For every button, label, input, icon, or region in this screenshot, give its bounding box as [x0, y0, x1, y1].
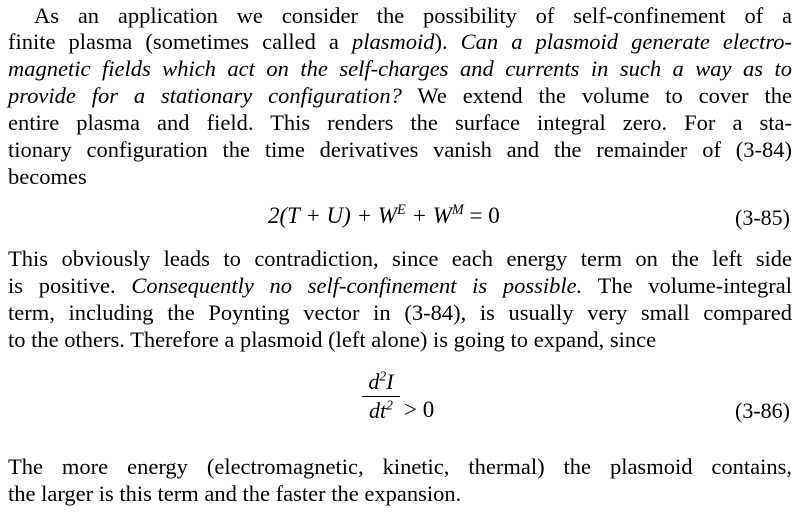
text-span: The more energy (electromagnetic, kinetic, thermal) the plasmoid contains,: [8, 454, 792, 479]
paragraph-1-line-1: [34, 3, 792, 29]
equation-3-86-relation: > 0: [404, 397, 435, 422]
text-span: We extend the volume to cover the: [401, 83, 792, 108]
italic-question: Can a plasmoid generate electro-: [460, 29, 793, 54]
paragraph-2-line-3: [8, 300, 792, 326]
paragraph-2-line-4: [8, 327, 792, 353]
equation-3-85: [268, 203, 500, 229]
text-span: to the others. Therefore a plasmoid (left alone) is going to expand, since: [8, 327, 657, 352]
fraction-bar: [362, 396, 400, 397]
italic-term: plasmoid: [351, 29, 435, 54]
text-span: entire plasma and field. This renders the surface integral zero. For a sta-: [8, 110, 792, 135]
text-span: ).: [434, 29, 461, 54]
paragraph-3-line-2: [8, 481, 792, 507]
denominator-exponent: 2: [386, 397, 393, 413]
text-span: term, including the Poynting vector in (3-84), is usually very small compared: [8, 300, 792, 325]
paragraph-2-line-1: [8, 246, 792, 272]
text-span: The volume-integral: [582, 273, 792, 298]
superscript-e: E: [397, 202, 406, 219]
paragraph-1-line-6: [8, 137, 792, 163]
paragraph-3-line-1: [8, 454, 792, 480]
numerator-variable: I: [386, 369, 394, 394]
paragraph-1-line-4: [8, 83, 792, 109]
italic-question: magnetic fields which act on the self-charges and currents in such a way as to: [8, 56, 792, 81]
text-span: becomes: [8, 164, 87, 189]
text-span: tionary configuration the time derivatives vanish and the remainder of (3-84): [8, 137, 792, 162]
paragraph-2-line-2: [8, 273, 792, 299]
text-span: As an application we consider the possibility of self-confinement of a: [34, 3, 792, 28]
equation-rhs: = 0: [463, 203, 500, 228]
equation-term: + W: [405, 203, 452, 228]
text-span: finite plasma (sometimes called a: [8, 29, 352, 54]
equation-3-86-fraction: [362, 370, 400, 423]
text-span: is positive.: [8, 273, 132, 298]
numerator-exponent: 2: [379, 368, 387, 384]
fraction-denominator: [362, 399, 400, 423]
text-span: This obviously leads to contradiction, since each energy term on the left side: [8, 246, 792, 271]
equation-number-3-86: (3-86): [735, 398, 790, 423]
fraction-numerator: [362, 370, 400, 394]
italic-conclusion: Consequently no self-confinement is possible.: [131, 273, 583, 298]
equation-lhs: 2(T + U) + W: [268, 203, 398, 228]
equation-number-3-85: (3-85): [735, 205, 790, 230]
denominator-dt: dt: [369, 398, 387, 423]
paragraph-1-line-7: [8, 164, 792, 190]
italic-question: provide for a stationary configuration?: [8, 83, 402, 108]
paragraph-1-line-3: [8, 56, 792, 82]
paragraph-1-line-2: [8, 29, 792, 55]
numerator-d: d: [368, 369, 380, 394]
superscript-m: M: [451, 202, 464, 219]
paragraph-1-line-5: [8, 110, 792, 136]
text-span: the larger is this term and the faster the expansion.: [8, 481, 462, 506]
